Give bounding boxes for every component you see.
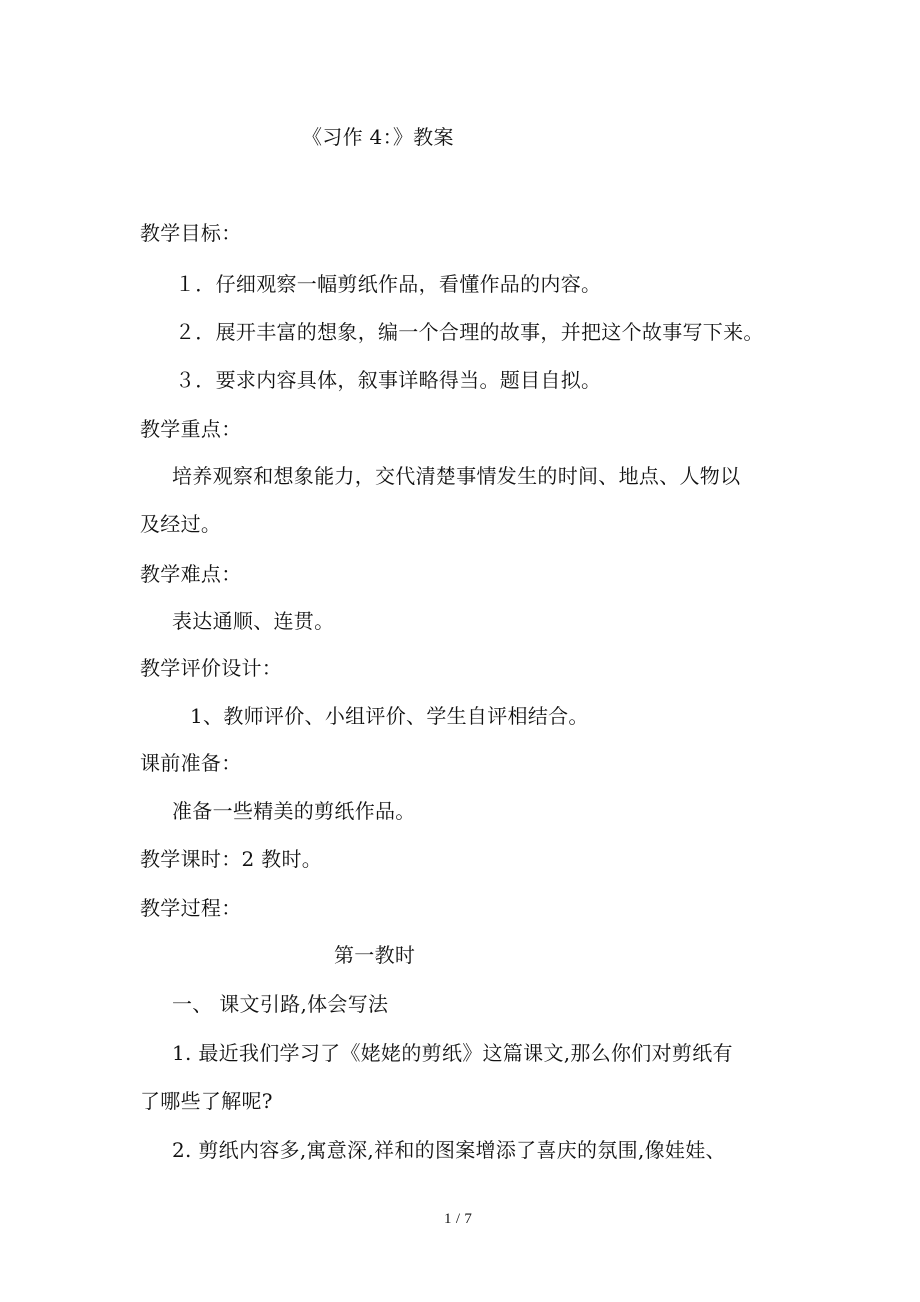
objectives-heading: 教学目标： — [140, 221, 242, 245]
difficulties-text: 表达通顺、连贯。 — [172, 609, 335, 633]
objective-item-1: １．仔细观察一幅剪纸作品，看懂作品的内容。 — [175, 272, 602, 296]
objective-item-3: ３．要求内容具体，叙事详略得当。题目自拟。 — [175, 368, 602, 392]
key-points-text-line-1: 培养观察和想象能力，交代清楚事情发生的时间、地点、人物以 — [172, 464, 741, 488]
section-1-heading: 一、 课文引路,体会写法 — [172, 992, 389, 1016]
process-item-2-line-1: 2. 剪纸内容多,寓意深,祥和的图案增添了喜庆的氛围,像娃娃、 — [172, 1138, 726, 1162]
difficulties-heading: 教学难点： — [140, 562, 242, 586]
document-title: 《习作 4：》教案 — [302, 125, 454, 149]
process-heading: 教学过程： — [140, 896, 242, 920]
class-hours: 教学课时：2 教时。 — [140, 847, 323, 871]
process-item-1-line-2: 了哪些了解呢? — [140, 1089, 273, 1113]
page-indicator: 1 / 7 — [444, 1211, 473, 1227]
evaluation-text: 1、教师评价、小组评价、学生自评相结合。 — [190, 704, 589, 728]
key-points-text-line-2: 及经过。 — [140, 512, 222, 536]
evaluation-heading: 教学评价设计： — [140, 656, 283, 680]
preparation-text: 准备一些精美的剪纸作品。 — [172, 799, 416, 823]
process-item-1-line-1: 1. 最近我们学习了《姥姥的剪纸》这篇课文,那么你们对剪纸有 — [172, 1041, 733, 1065]
objective-item-2: ２．展开丰富的想象，编一个合理的故事，并把这个故事写下来。 — [175, 320, 764, 344]
preparation-heading: 课前准备： — [140, 751, 242, 775]
key-points-heading: 教学重点： — [140, 417, 242, 441]
session-title: 第一教时 — [334, 943, 416, 967]
